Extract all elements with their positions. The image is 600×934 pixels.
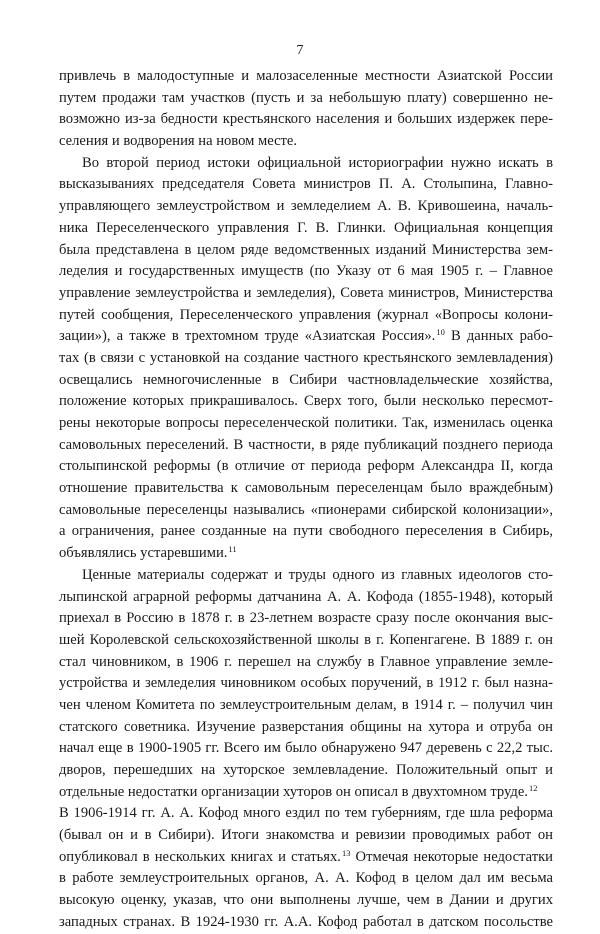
line-text: возможно из-за бедности крестьянского населения и больших издержек пере- <box>59 111 553 128</box>
line-text: столыпинской реформы (в отличие от периода реформ Александра II, когда <box>59 458 553 475</box>
line-text: тах (в связи с установкой на создание частного крестьянского землевладения) <box>59 349 553 366</box>
text-line <box>59 825 553 847</box>
line-text: стал чиновником, в 1906 г. перешел на службу в Главное управление земле- <box>59 653 553 670</box>
text-line <box>59 174 553 196</box>
text-line <box>59 370 553 392</box>
line-text: высокую оценку, указав, что они выполнены лучше, чем в Дании и других <box>59 892 553 909</box>
footnote-marker: 11 <box>228 544 237 555</box>
page-number: 7 <box>296 43 304 58</box>
line-text: опубликовал в нескольких книгах и статьях. <box>59 848 341 865</box>
text-line <box>59 240 553 262</box>
text-line <box>59 261 553 283</box>
line-text: шей Королевской сельскохозяйственной школы в г. Копенгагене. В 1889 г. он <box>59 631 553 648</box>
text-line <box>59 652 553 674</box>
text-line <box>59 391 553 413</box>
text-line <box>59 478 553 500</box>
line-text: Ценные материалы содержат и труды одного из главных идеологов сто- <box>82 566 553 583</box>
text-line <box>59 326 553 348</box>
footnote-marker: 10 <box>436 327 445 338</box>
line-text: Во второй период истоки официальной историографии нужно искать в <box>82 154 553 171</box>
text-line <box>59 109 553 131</box>
line-text: чен членом Комитета по землеустроительным делам, в 1914 г. – получил чин <box>59 696 553 713</box>
line-text: в работе землеустроительных органов, А. А. Кофод в целом дал им весьма <box>59 870 553 887</box>
footnote-marker: 13 <box>341 847 351 858</box>
line-text: статского советника. Изучение разверстания общины на хутора и отруба он <box>59 718 553 735</box>
line-text: устройства и земледелия чиновником особых поручений, в 1912 г. был назна- <box>59 675 553 692</box>
text-line <box>59 66 553 88</box>
line-text: начал еще в 1900-1905 гг. Всего им было обнаружено 947 деревень с 22,2 тыс. <box>59 740 553 757</box>
text-line <box>59 782 553 804</box>
text-line <box>59 500 553 522</box>
line-text: дворов, перешедших на хуторское землевладение. Положительный опыт и <box>59 762 553 778</box>
paragraph <box>59 565 553 934</box>
line-text: привлечь в малодоступные и малозаселенные местности Азиатской России <box>59 68 553 84</box>
text-line <box>59 218 553 240</box>
line-text: путем продажи там участков (пусть и за небольшую плату) совершенно не- <box>59 89 553 106</box>
text-line <box>59 196 553 218</box>
text-line <box>59 565 553 587</box>
line-text: отношение правительства к самовольным переселенцам было враждебным) <box>59 480 553 497</box>
text-line <box>59 717 553 739</box>
text-line <box>59 153 553 175</box>
line-text: В 1906-1914 гг. А. А. Кофод много ездил по тем губерниям, где шла реформа <box>59 805 553 822</box>
text-line <box>59 543 553 565</box>
text-line <box>59 88 553 110</box>
text-line <box>59 912 553 934</box>
line-text: самовольных переселений. В частности, в ряде публикаций позднего периода <box>59 436 553 453</box>
line-text: освещались немногочисленные в Сибири частновладельческие хозяйства, <box>59 371 553 388</box>
paragraph <box>59 66 553 153</box>
text-line <box>59 587 553 609</box>
line-text: приехал в Россию в 1878 г. в 23-летнем возрасте сразу после окончания выс- <box>59 610 553 627</box>
text-line <box>59 803 553 825</box>
text-line <box>59 760 553 782</box>
line-text: объявлялись устаревшими. <box>59 545 228 562</box>
line-text: леделия и государственных имуществ (по Указу от 6 мая 1905 г. – Главное <box>59 263 553 280</box>
text-line <box>59 608 553 630</box>
body-text <box>59 66 553 934</box>
text-line <box>59 868 553 890</box>
text-line <box>59 695 553 717</box>
line-text: западных странах. В 1924-1930 гг. А.А. Кофод работал в датском посольстве <box>59 913 553 930</box>
text-line <box>59 435 553 457</box>
line-text: отдельные недостатки организации хуторов он описал в двухтомном труде. <box>59 783 528 800</box>
line-text: высказываниях председателя Совета министров П. А. Столыпина, Главно- <box>59 176 553 193</box>
line-text: управляющего землеустройством и земледелием А. В. Кривошеина, началь- <box>59 198 553 215</box>
text-line <box>59 890 553 912</box>
line-text: лыпинской аграрной реформы датчанина А. А. Кофода (1855-1948), который <box>59 588 553 605</box>
line-text: ника Переселенческого управления Г. В. Глинки. Официальная концепция <box>59 219 553 236</box>
line-text: зации»), а также в трехтомном труде «Азиатская Россия». <box>59 328 436 345</box>
line-text: селения и водворения на новом месте. <box>59 133 298 150</box>
text-line <box>59 283 553 305</box>
text-line <box>59 738 553 760</box>
text-line <box>59 630 553 652</box>
line-text: рены некоторые вопросы переселенческой политики. Так, изменилась оценка <box>59 415 553 431</box>
text-line <box>59 673 553 695</box>
text-line <box>59 456 553 478</box>
text-line <box>59 521 553 543</box>
text-line <box>59 413 553 435</box>
paragraph <box>59 153 553 565</box>
line-text: самовольные переселенцы назывались «пионерами сибирской колонизации», <box>59 501 553 518</box>
text-line <box>59 131 553 153</box>
line-text-tail: В данных рабо- <box>444 328 553 345</box>
text-line <box>59 847 553 869</box>
line-text-tail: Отмечая некоторые недостатки <box>350 848 553 865</box>
line-text: положение которых прикрашивалось. Сверх того, были несколько пересмот- <box>59 393 553 410</box>
text-line <box>59 305 553 327</box>
line-text: (бывал он и в Сибири). Итоги знакомства и ревизии проводимых работ он <box>59 827 553 844</box>
line-text: путей сообщения, Переселенческого управления (журнал «Вопросы колони- <box>59 306 553 323</box>
line-text: управление землеустройства и земледелия), Совета министров, Министерства <box>59 284 553 301</box>
footnote-marker: 12 <box>528 782 538 793</box>
line-text: была представлена в целом ряде ведомственных изданий Министерства зем- <box>59 241 553 258</box>
line-text: а ограничения, ранее созданные на пути свободного переселения в Сибирь, <box>59 523 553 540</box>
text-line <box>59 348 553 370</box>
